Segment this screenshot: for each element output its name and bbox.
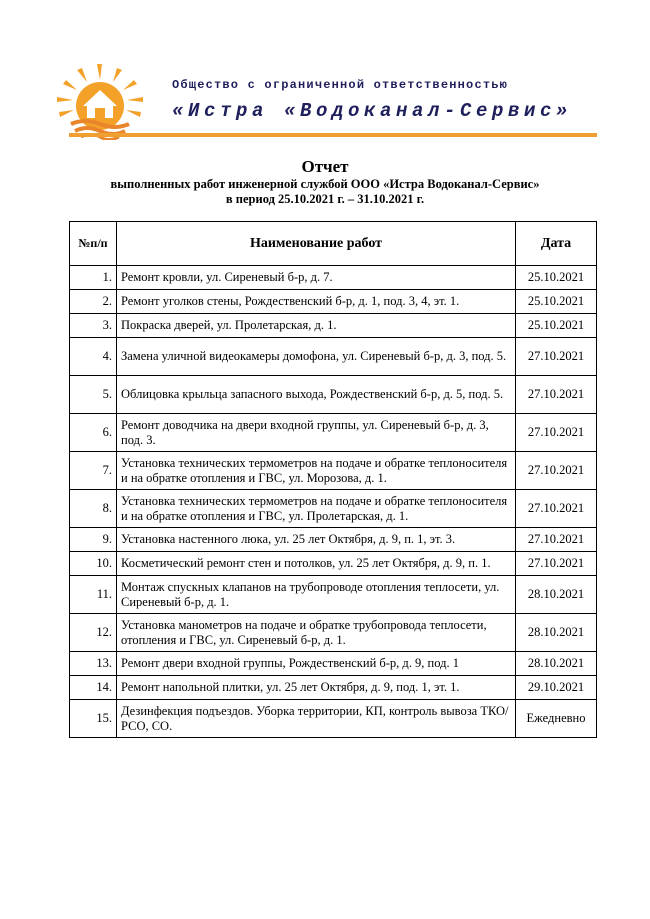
row-name: Установка манометров на подаче и обратке трубопровода теплосети, отопления и ГВС, ул. Сиреневый б-р, д. 1. xyxy=(117,614,516,652)
row-name: Установка технических термометров на подаче и обратке теплоносителя и на обратке отопления и ГВС, ул. Морозова, д. 1. xyxy=(117,452,516,490)
table-row xyxy=(70,266,597,290)
row-date: 28.10.2021 xyxy=(516,614,597,652)
table-row xyxy=(70,552,597,576)
header-num: №п/п xyxy=(70,222,117,266)
row-date: 27.10.2021 xyxy=(516,376,597,414)
row-name: Покраска дверей, ул. Пролетарская, д. 1. xyxy=(117,314,516,338)
table-row xyxy=(70,490,597,528)
report-period: в период 25.10.2021 г. – 31.10.2021 г. xyxy=(225,192,425,206)
letterhead xyxy=(57,62,597,142)
row-name: Ремонт напольной плитки, ул. 25 лет Октября, д. 9, под. 1, эт. 1. xyxy=(117,676,516,700)
table-row xyxy=(70,576,597,614)
row-name: Ремонт кровли, ул. Сиреневый б-р, д. 7. xyxy=(117,266,516,290)
row-date: 27.10.2021 xyxy=(516,452,597,490)
row-num: 12. xyxy=(70,614,117,652)
header-divider xyxy=(69,133,597,137)
row-name: Ремонт доводчика на двери входной группы, ул. Сиреневый б-р, д. 3, под. 3. xyxy=(117,414,516,452)
row-num: 5. xyxy=(70,376,117,414)
row-num: 9. xyxy=(70,528,117,552)
table-row xyxy=(70,676,597,700)
table-row xyxy=(70,652,597,676)
row-date: 27.10.2021 xyxy=(516,338,597,376)
table-row xyxy=(70,376,597,414)
row-num: 10. xyxy=(70,552,117,576)
row-date: Ежедневно xyxy=(516,700,597,738)
row-num: 15. xyxy=(70,700,117,738)
row-date: 25.10.2021 xyxy=(516,266,597,290)
row-name: Замена уличной видеокамеры домофона, ул. Сиреневый б-р, д. 3, под. 5. xyxy=(117,338,516,376)
row-num: 8. xyxy=(70,490,117,528)
row-name: Дезинфекция подъездов. Уборка территории, КП, контроль вывоза ТКО/РСО, СО. xyxy=(117,700,516,738)
row-date: 28.10.2021 xyxy=(516,576,597,614)
row-name: Установка настенного люка, ул. 25 лет Октября, д. 9, п. 1, эт. 3. xyxy=(117,528,516,552)
row-num: 2. xyxy=(70,290,117,314)
row-name: Монтаж спускных клапанов на трубопроводе отопления теплосети, ул. Сиреневый б-р, д. 1. xyxy=(117,576,516,614)
table-row xyxy=(70,614,597,652)
table-row xyxy=(70,452,597,490)
table-row xyxy=(70,700,597,738)
works-table xyxy=(69,221,597,738)
row-name: Ремонт двери входной группы, Рождественский б-р, д. 9, под. 1 xyxy=(117,652,516,676)
row-name: Косметический ремонт стен и потолков, ул. 25 лет Октября, д. 9, п. 1. xyxy=(117,552,516,576)
row-num: 11. xyxy=(70,576,117,614)
org-legal-form: Общество с ограниченной ответственностью xyxy=(172,78,509,92)
report-title: Отчет xyxy=(301,157,349,176)
row-date: 27.10.2021 xyxy=(516,528,597,552)
row-date: 27.10.2021 xyxy=(516,414,597,452)
row-name: Ремонт уголков стены, Рождественский б-р, д. 1, под. 3, 4, эт. 1. xyxy=(117,290,516,314)
row-date: 25.10.2021 xyxy=(516,290,597,314)
row-date: 27.10.2021 xyxy=(516,552,597,576)
header-date: Дата xyxy=(516,222,597,266)
row-name: Установка технических термометров на подаче и обратке теплоносителя и на обратке отопления и ГВС, ул. Пролетарская, д. 1. xyxy=(117,490,516,528)
row-num: 14. xyxy=(70,676,117,700)
sun-house-waves-logo xyxy=(57,62,143,140)
row-date: 28.10.2021 xyxy=(516,652,597,676)
row-num: 7. xyxy=(70,452,117,490)
table-header-row xyxy=(70,222,597,266)
table-row xyxy=(70,314,597,338)
row-date: 29.10.2021 xyxy=(516,676,597,700)
row-name: Облицовка крыльца запасного выхода, Рождественский б-р, д. 5, под. 5. xyxy=(117,376,516,414)
row-num: 4. xyxy=(70,338,117,376)
org-name: «Истра «Водоканал-Сервис» xyxy=(172,100,573,122)
table-row xyxy=(70,414,597,452)
row-date: 27.10.2021 xyxy=(516,490,597,528)
row-num: 3. xyxy=(70,314,117,338)
table-row xyxy=(70,290,597,314)
header-name: Наименование работ xyxy=(117,222,516,266)
row-num: 1. xyxy=(70,266,117,290)
row-date: 25.10.2021 xyxy=(516,314,597,338)
report-subtitle: выполненных работ инженерной службой ООО «Истра Водоканал-Сервис» xyxy=(110,177,540,191)
table-row xyxy=(70,338,597,376)
row-num: 13. xyxy=(70,652,117,676)
row-num: 6. xyxy=(70,414,117,452)
table-row xyxy=(70,528,597,552)
report-title-block xyxy=(0,157,650,207)
